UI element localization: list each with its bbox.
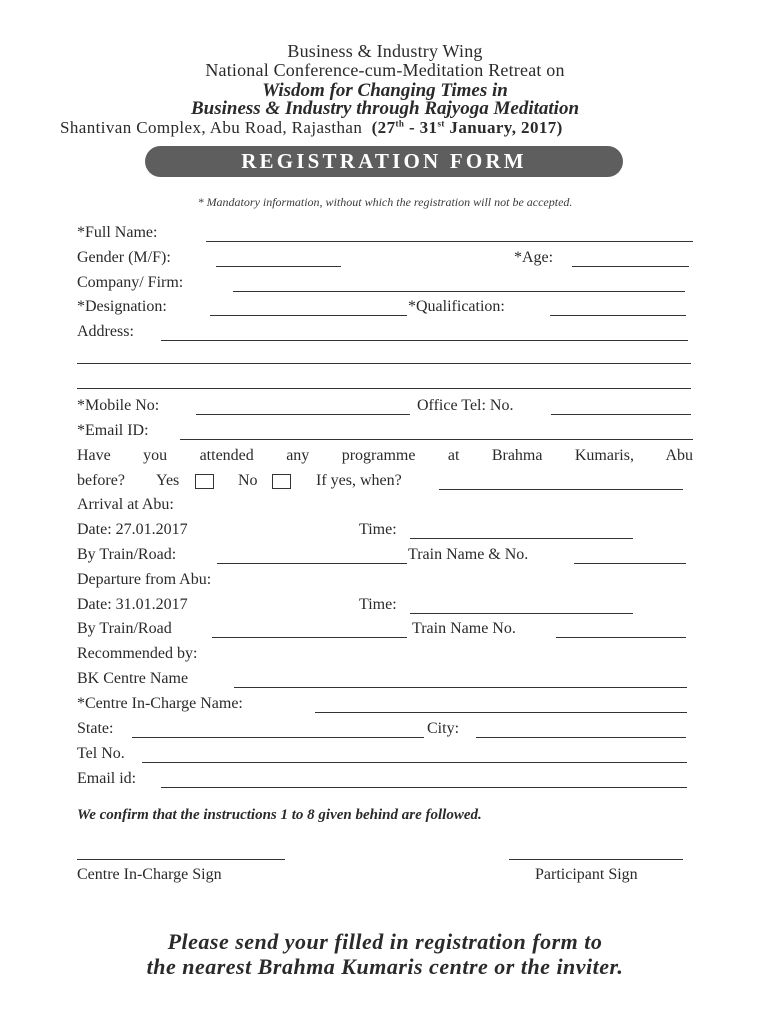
attended-word: Have [77,447,111,464]
tel-label: Tel No. [77,745,125,762]
email-label: *Email ID: [77,422,149,439]
state-label: State: [77,720,114,737]
office-tel-label: Office Tel: No. [417,397,514,414]
mobile-field[interactable] [196,414,410,415]
departure-time-field[interactable] [410,613,633,614]
yes-checkbox[interactable] [195,474,214,489]
departure-time-label: Time: [359,596,397,613]
no-checkbox[interactable] [272,474,291,489]
attended-word: at [447,447,460,464]
recommended-by-label: Recommended by: [77,645,198,662]
event-dates: (27th - 31st January, 2017) [371,118,563,137]
arrival-time-field[interactable] [410,538,633,539]
address-label: Address: [77,323,134,340]
arrival-by-label: By Train/Road: [77,546,177,563]
event-theme-line1: Wisdom for Changing Times in [262,80,508,101]
event-theme-line2: Business & Industry through Rajyoga Meditation [190,98,580,119]
departure-date: Date: 31.01.2017 [77,596,188,613]
participant-sign-field[interactable] [509,859,683,860]
form-title: REGISTRATION FORM [241,149,527,173]
venue: Shantivan Complex, Abu Road, Rajasthan [60,118,363,137]
email-id-field[interactable] [161,787,687,788]
attended-word: Kumaris, [574,447,634,464]
attended-word: attended [199,447,254,464]
form-title-banner [145,146,623,177]
departure-train-label: Train Name No. [412,620,516,637]
mobile-label: *Mobile No: [77,397,160,414]
address-field-line1[interactable] [161,340,688,341]
arrival-time-label: Time: [359,521,397,538]
qualification-label: *Qualification: [408,298,505,315]
footer-instruction-line1: Please send your filled in registration form to [167,929,603,954]
email-id-label: Email id: [77,770,137,787]
tel-field[interactable] [142,762,687,763]
before-label: before? [77,472,125,489]
office-tel-field[interactable] [551,414,691,415]
attended-word: Abu [665,447,694,464]
attended-word: programme [341,447,416,464]
centre-incharge-field[interactable] [315,712,687,713]
full-name-field[interactable] [206,241,693,242]
attended-word: any [286,447,310,464]
gender-field[interactable] [216,266,341,267]
address-field-line2[interactable] [77,363,691,364]
no-label: No [238,472,258,489]
mandatory-note: * Mandatory information, without which the registration will not be accepted. [197,195,573,209]
qualification-field[interactable] [550,315,686,316]
yes-label: Yes [156,472,180,489]
designation-field[interactable] [210,315,407,316]
arrival-train-field[interactable] [574,563,686,564]
if-yes-label: If yes, when? [316,472,402,489]
company-label: Company/ Firm: [77,274,184,291]
footer-instruction-line2: the nearest Brahma Kumaris centre or the inviter. [146,954,624,979]
departure-train-field[interactable] [556,637,686,638]
participant-sign-label: Participant Sign [535,866,638,883]
age-label: *Age: [514,249,554,266]
centre-sign-label: Centre In-Charge Sign [77,866,222,883]
gender-label: Gender (M/F): [77,249,171,266]
state-field[interactable] [132,737,424,738]
bk-centre-field[interactable] [234,687,687,688]
centre-sign-field[interactable] [77,859,285,860]
arrival-train-label: Train Name & No. [408,546,529,563]
event-name: National Conference-cum-Meditation Retreat on [205,60,565,80]
arrival-date: Date: 27.01.2017 [77,521,188,538]
age-field[interactable] [572,266,689,267]
city-label: City: [427,720,460,737]
departure-by-field[interactable] [212,637,407,638]
departure-by-label: By Train/Road [77,620,172,637]
attended-word: you [143,447,168,464]
venue-and-dates [60,118,563,138]
attended-word: Brahma [491,447,543,464]
company-field[interactable] [233,291,685,292]
confirmation-statement: We confirm that the instructions 1 to 8 given behind are followed. [77,807,482,823]
centre-incharge-label: *Centre In-Charge Name: [77,695,243,712]
attended-question [77,447,693,465]
city-field[interactable] [476,737,686,738]
full-name-label: *Full Name: [77,224,158,241]
wing-name: Business & Industry Wing [287,41,483,61]
arrival-heading: Arrival at Abu: [77,496,174,513]
if-yes-field[interactable] [439,489,683,490]
address-field-line3[interactable] [77,388,691,389]
arrival-by-field[interactable] [217,563,407,564]
email-field[interactable] [180,439,693,440]
designation-label: *Designation: [77,298,167,315]
departure-heading: Departure from Abu: [77,571,212,588]
bk-centre-label: BK Centre Name [77,670,189,687]
